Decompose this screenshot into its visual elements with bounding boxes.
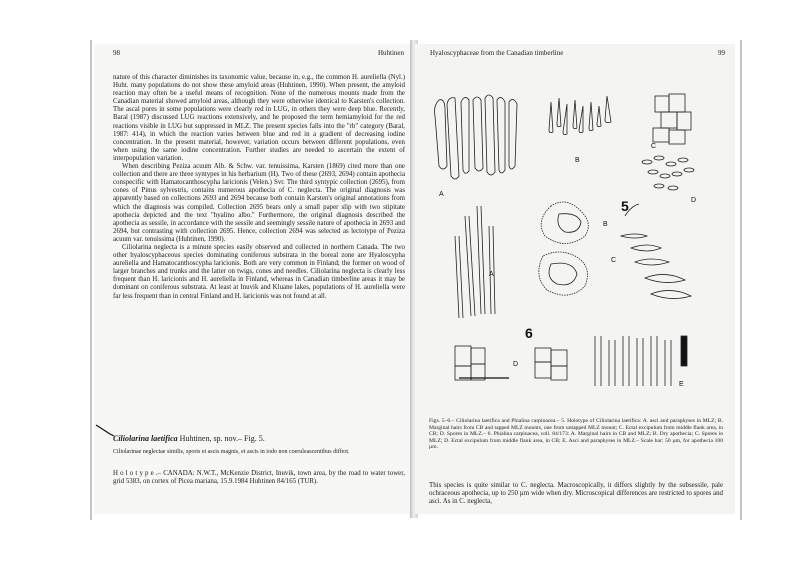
paragraph: When describing Peziza acuum Alb. & Schw. var. tenuissima, Karsten (1869) cited more than one collection and there are three syntypes in his herbarium (H). Two of these (2693, 2694) contain apothecia conspecific with Hamatocanthoscypha laricionis (Velen.) Svr. The third syntypic collection (2695), from cones of Pinus sylvestris, contains numerous apothecia of C. neglecta. The original diagnosis was apparently based on collections 2693 and 2694 because both contain Karsten's original annotations from which the diagnosis was compiled. Collection 2695 bears only a small paper slip with two stipitate apothecia depicted and the text "hyalino albo." Furthermore, the original diagnosis described the apothecia as sessile, in accordance with the sessile and seemingly sessile nature of apothecia in 2693 and 2694, but contrasting with collection 2695. Hence, collection 2694 was selected as lectotype of Peziza acuum var. tenuissima (Huhtinen, 1990). (113, 163, 405, 243)
excipulum-6d (455, 346, 567, 380)
hairs-6a (455, 206, 495, 318)
asci-group-5a (435, 95, 518, 179)
fig5-label-b: B (575, 157, 580, 164)
species-name: Ciliolarina laetifica (113, 434, 178, 443)
running-head: Hyaloscyphaceae from the Canadian timberline (430, 49, 564, 57)
figure-caption: Figs. 5–6.– Ciliolarina laetifica and Phialina carpinacea.– 5. Holotype of Ciliolarina laetifica: A. asci and paraphyses in MLZ; B. Marginal hairs from CB and tapped MLZ mounts, one from untapped MLZ mount; C. Ectal excipulum from middle flank area, in CB; D. Spores in MLZ.– 6. Phialina carpinacea, coll. 84/173: A. Marginal hairs in CB and MLZ; B. Dry apothecia; C. Spores in MLZ; D. Ectal excipulum from middle flank area, in CB; E. Asci and paraphyses in MLZ.– Scale bar: 50 µm, for apothecia 100 µm. (429, 418, 723, 451)
latin-diagnosis: Ciliolarinae neglectae similis, sporis et ascis magnis, et ascis in iodo non coeruleascentibus differt. (113, 449, 350, 455)
spores-6c (621, 204, 691, 299)
page-number: 98 (113, 49, 120, 57)
spores-5d (642, 156, 694, 190)
body-text (113, 74, 405, 301)
figure-5-number: 5 (621, 198, 629, 214)
figure-6-number: 6 (525, 325, 533, 341)
asci-6e (595, 336, 671, 386)
fig6-label-e: E (679, 381, 684, 386)
body-text: This species is quite similar to C. neglecta. Macroscopically, it differs slightly by the subsessile, pale ochraceous apothecia, up to 250 µm wide when dry. Microscopical differences are restricted to spores and asci. As in C. neglecta, (429, 482, 723, 506)
left-page-edge (90, 40, 92, 520)
fig5-label-d: D (691, 197, 697, 204)
paragraph: nature of this character diminishes its taxonomic value, because in, e.g., the common H. aureliella (Nyl.) Huht. many populations do not show these amyloid areas (Huhtinen, 1990). When present, the amyloid reaction may often be a useful means of recognition. None of the numerous mounts made from the Canadian material showed amyloid areas, although they were otherwise identical to Karsten's collection. The ascal pores in some populations were clearly red in LUG, in others they were deep blue. Recently, Baral (1987) discussed LUG reactions extensively, and he proposed the term hemiamyloid for the red reactions visible in LUG but suppressed in MLZ. The present species falls into the "rb" category (Baral, 1987: 414), in which the reaction varies between blue and red in a gradient of decreasing iodine concentration. In the present material, however, variation occurs between different populations, even when using the same iodine concentration. Further studies are needed to ascertain the extent of interpopulation variation. (113, 74, 405, 162)
running-head: Huhtinen (377, 49, 404, 57)
holotype: H o l o t y p e .– CANADA: N.W.T., McKenzie District, Inuvik, town area, by the road to water tower, grid 5383, on cortex of Picea mariana, 15.9.1984 Huhtinen 84/165 (TUR). (113, 470, 405, 486)
paragraph: Ciliolarina neglecta is a minute species easily observed and collected in northern Canada. The two other hyaloscyphaceous species dominating coniferous substrata in the boreal zone are Hyaloscypha aureliella and Hamatocanthoscypha laricionis. Both are very common in Finland; the former on wood of larger branches and trunks and the latter on twigs, cones and needles. Ciliolarina neglecta is clearly less frequent than H. laricionis and H. aureliella in Finland, whereas in Canadian timberline areas it may be dominant on coniferous substrata. At least at Inuvik and Kluane lakes, populations of H. aureliella were far less frequent than in central Finland and H. laricionis was not found at all. (113, 243, 405, 300)
right-page-edge (740, 40, 742, 520)
species-heading (113, 434, 265, 443)
fig6-label-b: B (603, 221, 608, 228)
apothecia-6b (539, 202, 589, 295)
fig5-label-a: A (439, 191, 444, 198)
fig6-label-a: A (489, 271, 494, 278)
fig6-label-c: C (611, 257, 617, 264)
page-number: 99 (718, 49, 725, 57)
left-page (94, 44, 412, 514)
fig6-label-d: D (513, 361, 519, 368)
fig5-label-c: C (651, 143, 657, 150)
hairs-group-5b (549, 96, 611, 135)
figure-plate (425, 86, 725, 386)
species-author: Huhtinen, sp. nov.– Fig. 5. (177, 434, 265, 443)
excipulum-5c (653, 94, 691, 144)
right-page (415, 44, 735, 514)
